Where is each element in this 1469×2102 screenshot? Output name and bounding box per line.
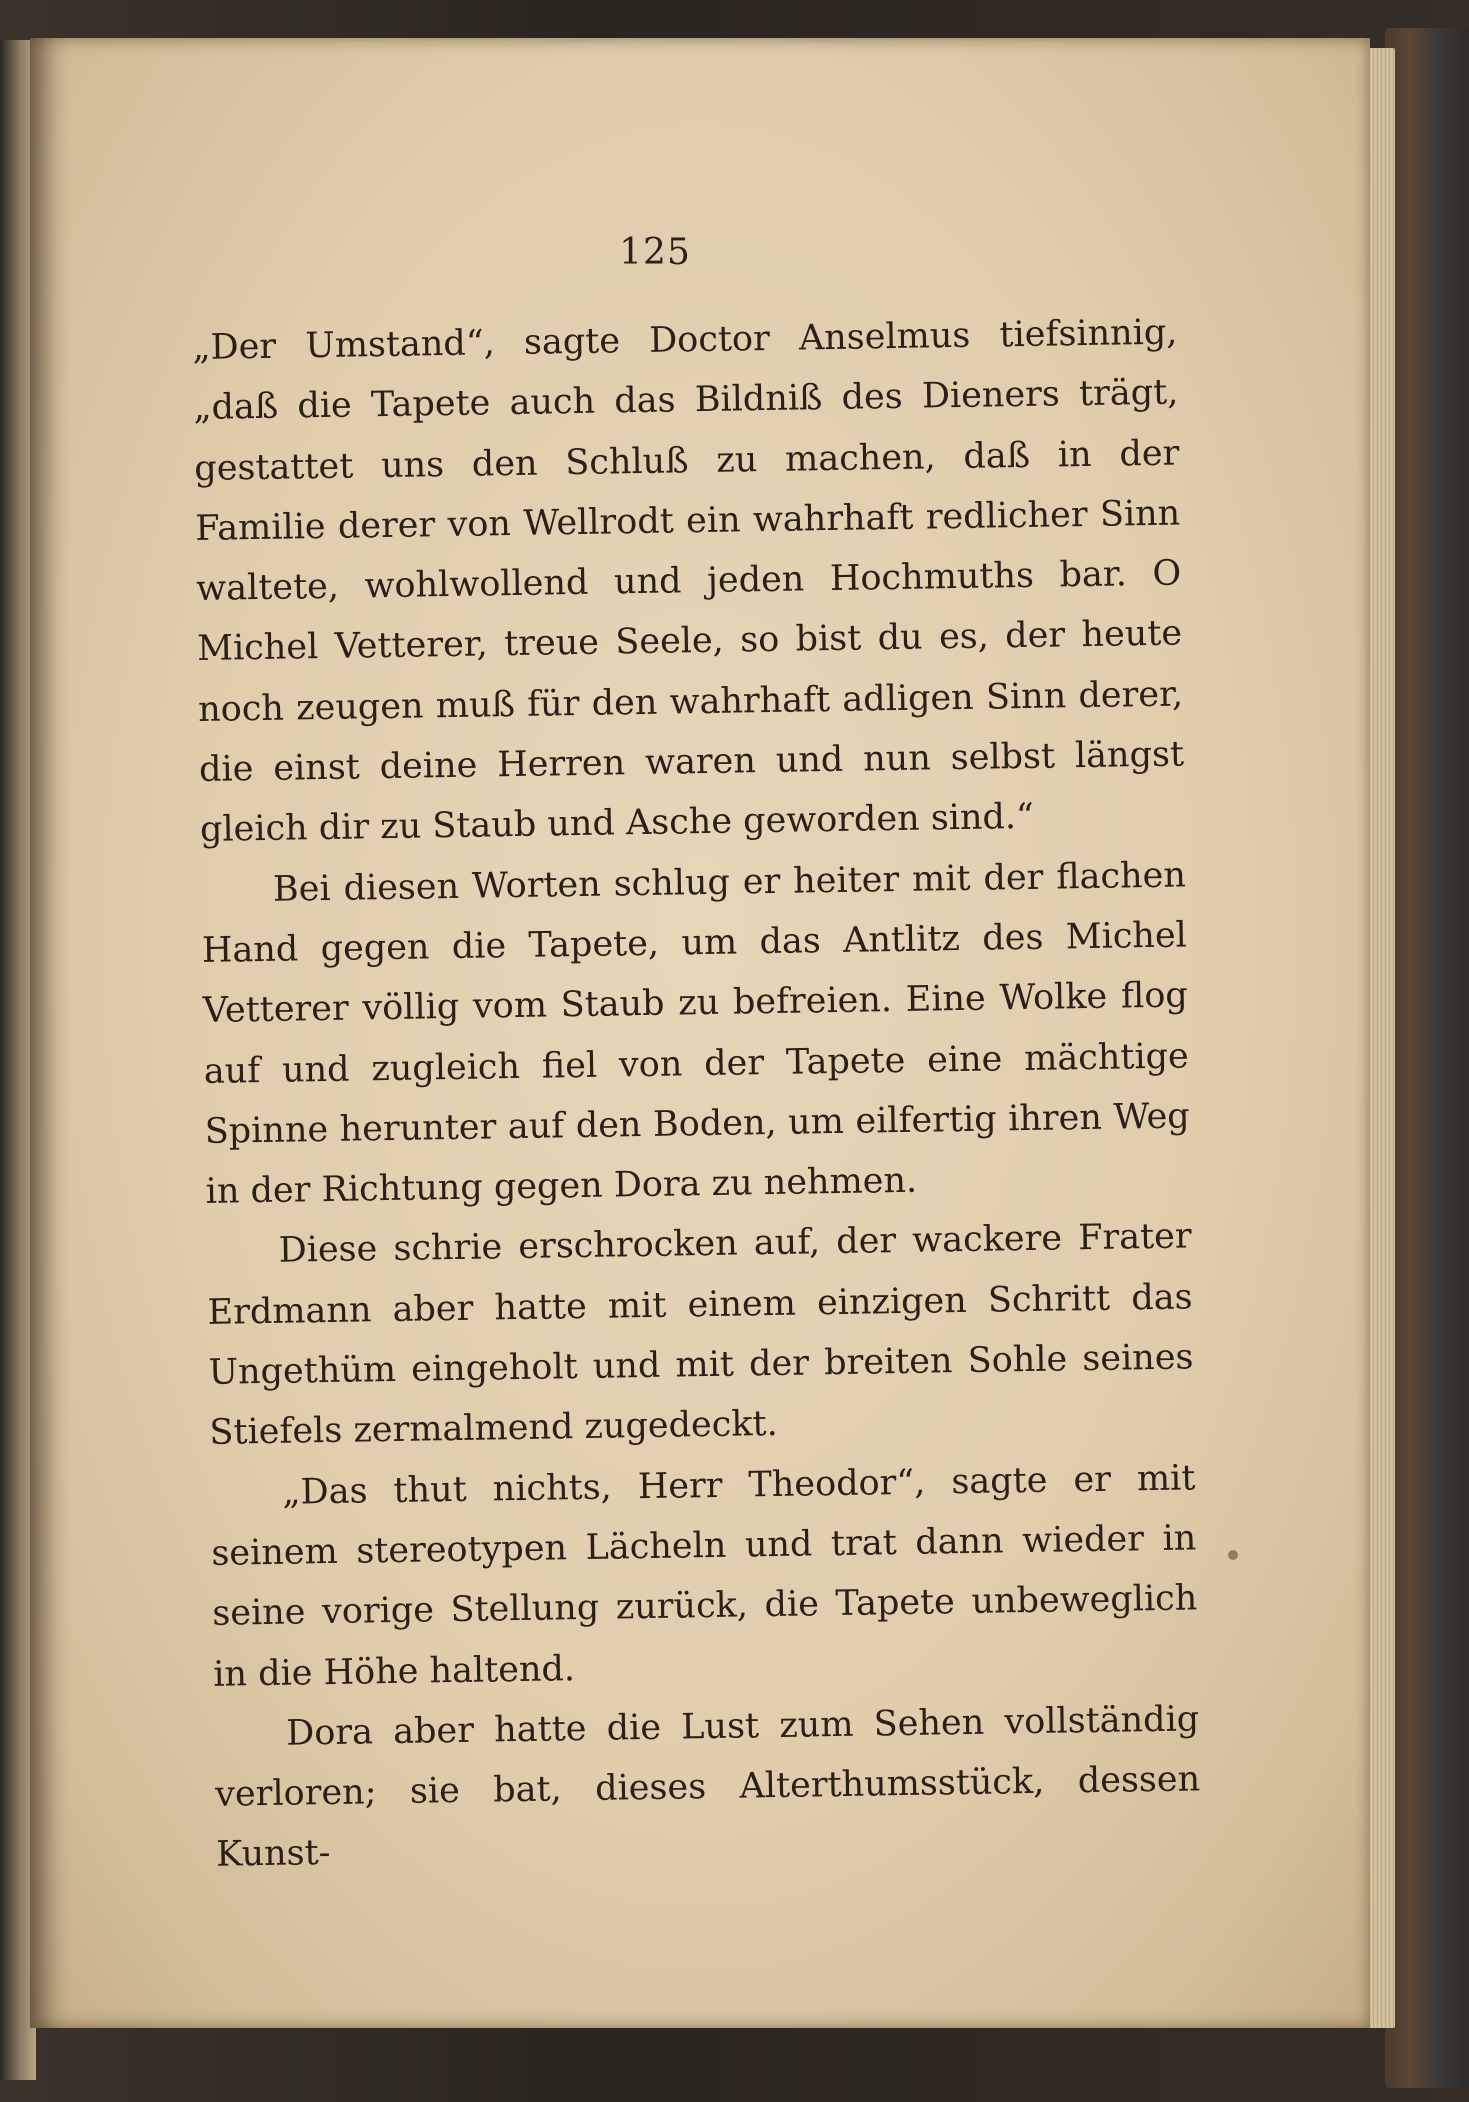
paragraph: Bei diesen Worten schlug er heiter mit der flachen Hand gegen die Tapete, um das Antlitz des Michel Vetterer völlig vom Staub zu befreien. Eine Wolke flog auf und zugleich fiel von der Tapete eine mächtige Spinne herunter auf den Boden, um eilfertig ihren Weg in der Richtung gegen Dora zu nehmen. [201, 855, 1190, 1213]
page-number: 125 [619, 232, 691, 273]
book-cover-right [1385, 28, 1469, 2088]
body-text [192, 303, 1202, 1886]
page-gutter-shadow [30, 38, 70, 2028]
paragraph: „Das thut nichts, Herr Theodor“, sagte er mit seinem stereotypen Lächeln und trat dann wieder in seine vorige Stellung zurück, die Tapete unbeweglich in die Höhe haltend. [211, 1458, 1198, 1695]
paragraph: Diese schrie erschrocken auf, der wackere Frater Erdmann aber hatte mit einem einzigen Schritt das Ungethüm eingeholt und mit der breiten Sohle seines Stiefels zermalmend zugedeckt. [207, 1216, 1194, 1454]
paper-stain [1228, 1550, 1238, 1560]
paragraph: „Der Umstand“, sagte Doctor Anselmus tiefsinnig, „daß die Tapete auch das Bildniß des Dieners trägt, gestattet uns den Schluß zu machen, daß in der Familie derer von Wellrodt ein wahrhaft redlicher Sinn waltete, wohlwollend und jeden Hochmuths bar. O Michel Vetterer, treue Seele, so bist du es, der heute noch zeugen muß für den wahrhaft adligen Sinn derer, die einst deine Herren waren und nun selbst längst gleich dir zu Staub und Asche geworden sind.“ [192, 312, 1185, 851]
paragraph: Dora aber hatte die Lust zum Sehen vollständig verloren; sie bat, dieses Alterthumsstück, dessen Kunst- [214, 1699, 1201, 1876]
